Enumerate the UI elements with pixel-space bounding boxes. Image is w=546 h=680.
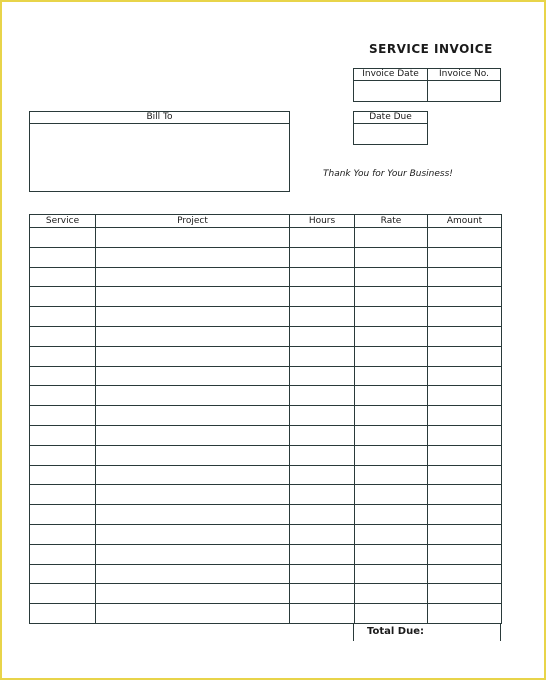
- service-cell[interactable]: [30, 465, 96, 485]
- hours-cell[interactable]: [290, 604, 355, 624]
- bill-to-field[interactable]: [30, 124, 289, 190]
- amount-cell[interactable]: [428, 326, 502, 346]
- table-row: [30, 485, 502, 505]
- hours-column-header: Hours: [290, 215, 355, 228]
- project-cell[interactable]: [96, 366, 290, 386]
- project-cell[interactable]: [96, 267, 290, 287]
- amount-cell[interactable]: [428, 425, 502, 445]
- table-row: [30, 386, 502, 406]
- table-row: [30, 406, 502, 426]
- rate-cell[interactable]: [355, 287, 428, 307]
- service-cell[interactable]: [30, 584, 96, 604]
- table-row: [30, 584, 502, 604]
- service-cell[interactable]: [30, 346, 96, 366]
- rate-cell[interactable]: [355, 544, 428, 564]
- invoice-date-label: Invoice Date: [354, 69, 427, 81]
- table-row: [30, 287, 502, 307]
- project-cell[interactable]: [96, 287, 290, 307]
- invoice-no-column: [428, 69, 500, 101]
- hours-cell[interactable]: [290, 228, 355, 248]
- amount-cell[interactable]: [428, 366, 502, 386]
- amount-cell[interactable]: [428, 307, 502, 327]
- amount-cell[interactable]: [428, 445, 502, 465]
- date-due-field[interactable]: [354, 124, 427, 144]
- hours-cell[interactable]: [290, 267, 355, 287]
- amount-cell[interactable]: [428, 287, 502, 307]
- bill-to-box: [29, 111, 290, 192]
- hours-cell[interactable]: [290, 524, 355, 544]
- table-row: [30, 346, 502, 366]
- hours-cell[interactable]: [290, 406, 355, 426]
- service-cell[interactable]: [30, 505, 96, 525]
- hours-cell[interactable]: [290, 505, 355, 525]
- rate-cell[interactable]: [355, 267, 428, 287]
- rate-cell[interactable]: [355, 366, 428, 386]
- bill-to-label: Bill To: [30, 112, 289, 124]
- rate-cell[interactable]: [355, 485, 428, 505]
- hours-cell[interactable]: [290, 386, 355, 406]
- rate-cell[interactable]: [355, 228, 428, 248]
- table-row: [30, 564, 502, 584]
- service-cell[interactable]: [30, 326, 96, 346]
- project-cell[interactable]: [96, 326, 290, 346]
- table-row: [30, 425, 502, 445]
- amount-cell[interactable]: [428, 604, 502, 624]
- total-due-label: Total Due:: [367, 626, 425, 637]
- service-cell[interactable]: [30, 247, 96, 267]
- amount-cell[interactable]: [428, 228, 502, 248]
- hours-cell[interactable]: [290, 445, 355, 465]
- rate-cell[interactable]: [355, 346, 428, 366]
- hours-cell[interactable]: [290, 287, 355, 307]
- service-cell[interactable]: [30, 485, 96, 505]
- hours-cell[interactable]: [290, 544, 355, 564]
- hours-cell[interactable]: [290, 326, 355, 346]
- amount-cell[interactable]: [428, 346, 502, 366]
- thank-you-note: Thank You for Your Business!: [323, 169, 453, 179]
- rate-cell[interactable]: [355, 465, 428, 485]
- table-row: [30, 228, 502, 248]
- rate-cell[interactable]: [355, 307, 428, 327]
- service-cell[interactable]: [30, 425, 96, 445]
- amount-cell[interactable]: [428, 406, 502, 426]
- hours-cell[interactable]: [290, 465, 355, 485]
- service-cell[interactable]: [30, 366, 96, 386]
- table-row: [30, 307, 502, 327]
- hours-cell[interactable]: [290, 346, 355, 366]
- project-cell[interactable]: [96, 485, 290, 505]
- table-row: [30, 604, 502, 624]
- table-row: [30, 267, 502, 287]
- project-cell[interactable]: [96, 247, 290, 267]
- service-column-header: Service: [30, 215, 96, 228]
- project-cell[interactable]: [96, 386, 290, 406]
- service-cell[interactable]: [30, 406, 96, 426]
- date-due-label: Date Due: [354, 112, 427, 124]
- project-cell[interactable]: [96, 406, 290, 426]
- rate-cell[interactable]: [355, 604, 428, 624]
- rate-cell[interactable]: [355, 247, 428, 267]
- amount-cell[interactable]: [428, 247, 502, 267]
- rate-cell[interactable]: [355, 564, 428, 584]
- amount-cell[interactable]: [428, 584, 502, 604]
- hours-cell[interactable]: [290, 366, 355, 386]
- project-cell[interactable]: [96, 346, 290, 366]
- project-cell[interactable]: [96, 307, 290, 327]
- service-cell[interactable]: [30, 544, 96, 564]
- rate-cell[interactable]: [355, 524, 428, 544]
- project-cell[interactable]: [96, 544, 290, 564]
- table-row: [30, 465, 502, 485]
- project-cell[interactable]: [96, 564, 290, 584]
- hours-cell[interactable]: [290, 564, 355, 584]
- table-row: [30, 366, 502, 386]
- invoice-date-field[interactable]: [354, 81, 427, 101]
- project-cell[interactable]: [96, 228, 290, 248]
- amount-cell[interactable]: [428, 485, 502, 505]
- project-cell[interactable]: [96, 465, 290, 485]
- service-cell[interactable]: [30, 386, 96, 406]
- amount-cell[interactable]: [428, 465, 502, 485]
- project-cell[interactable]: [96, 505, 290, 525]
- table-row: [30, 247, 502, 267]
- rate-cell[interactable]: [355, 386, 428, 406]
- amount-cell[interactable]: [428, 544, 502, 564]
- hours-cell[interactable]: [290, 425, 355, 445]
- hours-cell[interactable]: [290, 485, 355, 505]
- hours-cell[interactable]: [290, 247, 355, 267]
- hours-cell[interactable]: [290, 584, 355, 604]
- rate-cell[interactable]: [355, 505, 428, 525]
- service-cell[interactable]: [30, 564, 96, 584]
- rate-cell[interactable]: [355, 445, 428, 465]
- invoice-date-column: [354, 69, 428, 101]
- service-cell[interactable]: [30, 445, 96, 465]
- amount-cell[interactable]: [428, 564, 502, 584]
- date-due-box: [353, 111, 428, 145]
- service-cell[interactable]: [30, 287, 96, 307]
- service-cell[interactable]: [30, 307, 96, 327]
- project-cell[interactable]: [96, 425, 290, 445]
- amount-column-header: Amount: [428, 215, 502, 228]
- invoice-meta-table: [353, 68, 501, 102]
- amount-cell[interactable]: [428, 505, 502, 525]
- invoice-no-label: Invoice No.: [428, 69, 500, 81]
- line-items-table: [29, 214, 502, 624]
- amount-cell[interactable]: [428, 386, 502, 406]
- service-cell[interactable]: [30, 524, 96, 544]
- table-row: [30, 505, 502, 525]
- rate-column-header: Rate: [355, 215, 428, 228]
- rate-cell[interactable]: [355, 584, 428, 604]
- project-column-header: Project: [96, 215, 290, 228]
- project-cell[interactable]: [96, 604, 290, 624]
- table-row: [30, 524, 502, 544]
- amount-cell[interactable]: [428, 267, 502, 287]
- line-items-header-row: [30, 215, 502, 228]
- table-row: [30, 544, 502, 564]
- project-cell[interactable]: [96, 524, 290, 544]
- invoice-no-field[interactable]: [428, 81, 500, 101]
- amount-cell[interactable]: [428, 524, 502, 544]
- line-items-body: [30, 228, 502, 624]
- rate-cell[interactable]: [355, 425, 428, 445]
- rate-cell[interactable]: [355, 406, 428, 426]
- document-title: SERVICE INVOICE: [369, 42, 493, 56]
- table-row: [30, 445, 502, 465]
- project-cell[interactable]: [96, 445, 290, 465]
- table-row: [30, 326, 502, 346]
- service-cell[interactable]: [30, 267, 96, 287]
- service-cell[interactable]: [30, 604, 96, 624]
- project-cell[interactable]: [96, 584, 290, 604]
- service-cell[interactable]: [30, 228, 96, 248]
- rate-cell[interactable]: [355, 326, 428, 346]
- hours-cell[interactable]: [290, 307, 355, 327]
